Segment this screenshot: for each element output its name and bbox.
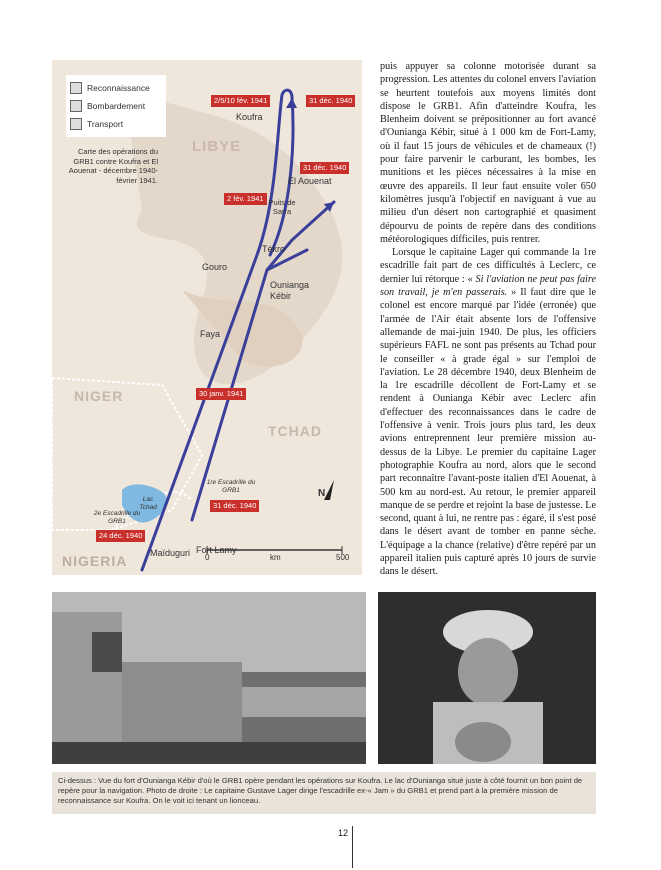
north-arrow-icon (324, 480, 334, 500)
map-legend (66, 75, 166, 137)
place-el-aouenat: El Aouenat (288, 176, 332, 186)
legend-row-bombing (70, 97, 162, 115)
squadron-label-1: 1re Escadrille du GRB1 (206, 479, 256, 494)
date-tag: 24 déc. 1940 (96, 530, 145, 542)
route-arrow-koufra (286, 98, 297, 108)
place-puits-de-sarra: Puits de Sarra (268, 198, 296, 216)
fort-ounianga-photo (52, 592, 366, 764)
place-ounianga: Ounianga Kébir (270, 280, 310, 301)
country-niger: NIGER (74, 388, 124, 404)
fort-photo-graphic (52, 592, 366, 764)
country-tchad: TCHAD (268, 423, 322, 439)
paragraph-2 (380, 246, 596, 578)
reconnaissance-icon (70, 82, 82, 94)
legend-row-transport (70, 115, 162, 133)
place-koufra: Koufra (236, 112, 263, 122)
compass-label: N (318, 488, 326, 499)
place-gouro: Gouro (202, 262, 228, 272)
scale-start: 0 (205, 553, 210, 562)
page-rule (352, 826, 353, 868)
country-nigeria: NIGERIA (62, 553, 128, 569)
date-tag: 2 fév. 1941 (224, 193, 267, 205)
captain-lager-photo (378, 592, 596, 764)
map-note: Carte des opérations du GRB1 contre Koufra et El Aouenat - décembre 1940-février 1941. (68, 147, 158, 185)
place-lac-tchad: Lac Tchad (139, 496, 157, 511)
paragraph-1: puis appuyer sa colonne motorisée durant sa progression. Les attentes du colonel envers l'aviation se heurtent toutefois aux moyens limités dont dispose le GRB1. Afin d'atteindre Koufra, les Blenheim doivent se prépositionner au fort avancé d'Ounianga Kébir, situé à 1 000 km de Fort-Lamy, où il faut 15 jours de véhicules et de chameaux (!) pour faire parvenir le carburant, les bombes, les munitions et les pièces nécessaires à la mise en œuvre des appareils. Il leur faut ensuite voler 650 kilomètres jusqu'à l'objectif en naviguant à vue au milieu d'un désert non cartographié et quasiment dépourvu de points de repère dans des conditions météorologiques difficiles, puis rentrer. (380, 61, 596, 245)
date-tag: 31 déc. 1940 (300, 162, 349, 174)
scale-unit: km (270, 553, 281, 562)
date-tag: 31 déc. 1940 (306, 95, 355, 107)
legend-label: Bombardement (87, 101, 146, 111)
place-fort-lamy: Fort Lamy (196, 545, 237, 555)
place-maiduguri: Maïduguri (150, 548, 191, 558)
date-tag: 31 déc. 1940 (210, 500, 259, 512)
squadron-label-2: 2e Escadrille du GRB1 (93, 510, 141, 525)
date-tag: 30 janv. 1941 (196, 388, 246, 400)
scale-end: 500 (336, 553, 350, 562)
lager-photo-graphic (378, 592, 596, 764)
article-column (380, 60, 596, 579)
legend-label: Transport (87, 119, 124, 129)
date-tag: 2/5/10 fév. 1941 (211, 95, 270, 107)
country-libye: LIBYE (192, 138, 242, 155)
paragraph-2-end: » Il faut dire que le colonel est encore marqué par l'idée (erronée) que l'armée de l'Air était absente lors de l'offensive allemande de mai-juin 1940. De plus, les officiers supérieurs FAFL ne sont pas présents au Tchad pour le conseiller « à grade égal » sur l'emploi de l'aviation. Le 28 décembre 1940, deux Blenheim de la 1re escadrille décollent de Fort-Lamy et se rendent à Ounianga Kébir avec Leclerc afin d'effectuer des reconnaissances dans le cadre de l'offensive à venir. Trois jours plus tard, les deux avions entreprennent leur première mission au-dessus de la Libye. Le premier du capitaine Lager photographie Koufra au nord, alors que le second part reconnaître l'avant-poste italien d'El Aouenat, à 500 km au nord-est. Au retour, le premier appareil manque de se perdre et rejoint la base de justesse. Le second, quant à lui, ne rentre pas : égaré, il s'est posé dans le désert avant de tomber en panne sèche. L'équipage a la chance (relative) d'être repéré par un appareil italien puis capturé après 10 jours de survie dans le désert. (380, 287, 596, 578)
leclerc-quote: Si l'aviation ne peut pas faire son travail, je m'en passerais. (380, 273, 596, 299)
place-tekro: Tékro (262, 244, 286, 254)
legend-row-reconnaissance (70, 79, 162, 97)
transport-icon (70, 118, 82, 130)
legend-label: Reconnaissance (87, 83, 150, 93)
photo-caption: Ci-dessus : Vue du fort d'Ounianga Kébir d'où le GRB1 opère pendant les opérations sur Koufra. Le lac d'Ounianga situé juste à côté fournit un bon point de repère pour la navigation. Photo de droite : Le capitaine Gustave Lager dirige l'escadrille ex-« Jam » du GRB1 et prend part à la première mission de reconnaissance sur Koufra. On le voit ici tenant un lionceau. (52, 772, 596, 814)
bombing-icon (70, 100, 82, 112)
place-faya: Faya (200, 329, 221, 339)
paragraph-2-start: Lorsque le capitaine Lager qui commande la 1re escadrille fait part de ces difficultés à Leclerc, ce dernier lui rétorque : « (380, 247, 596, 285)
page-number: 12 (338, 828, 349, 838)
